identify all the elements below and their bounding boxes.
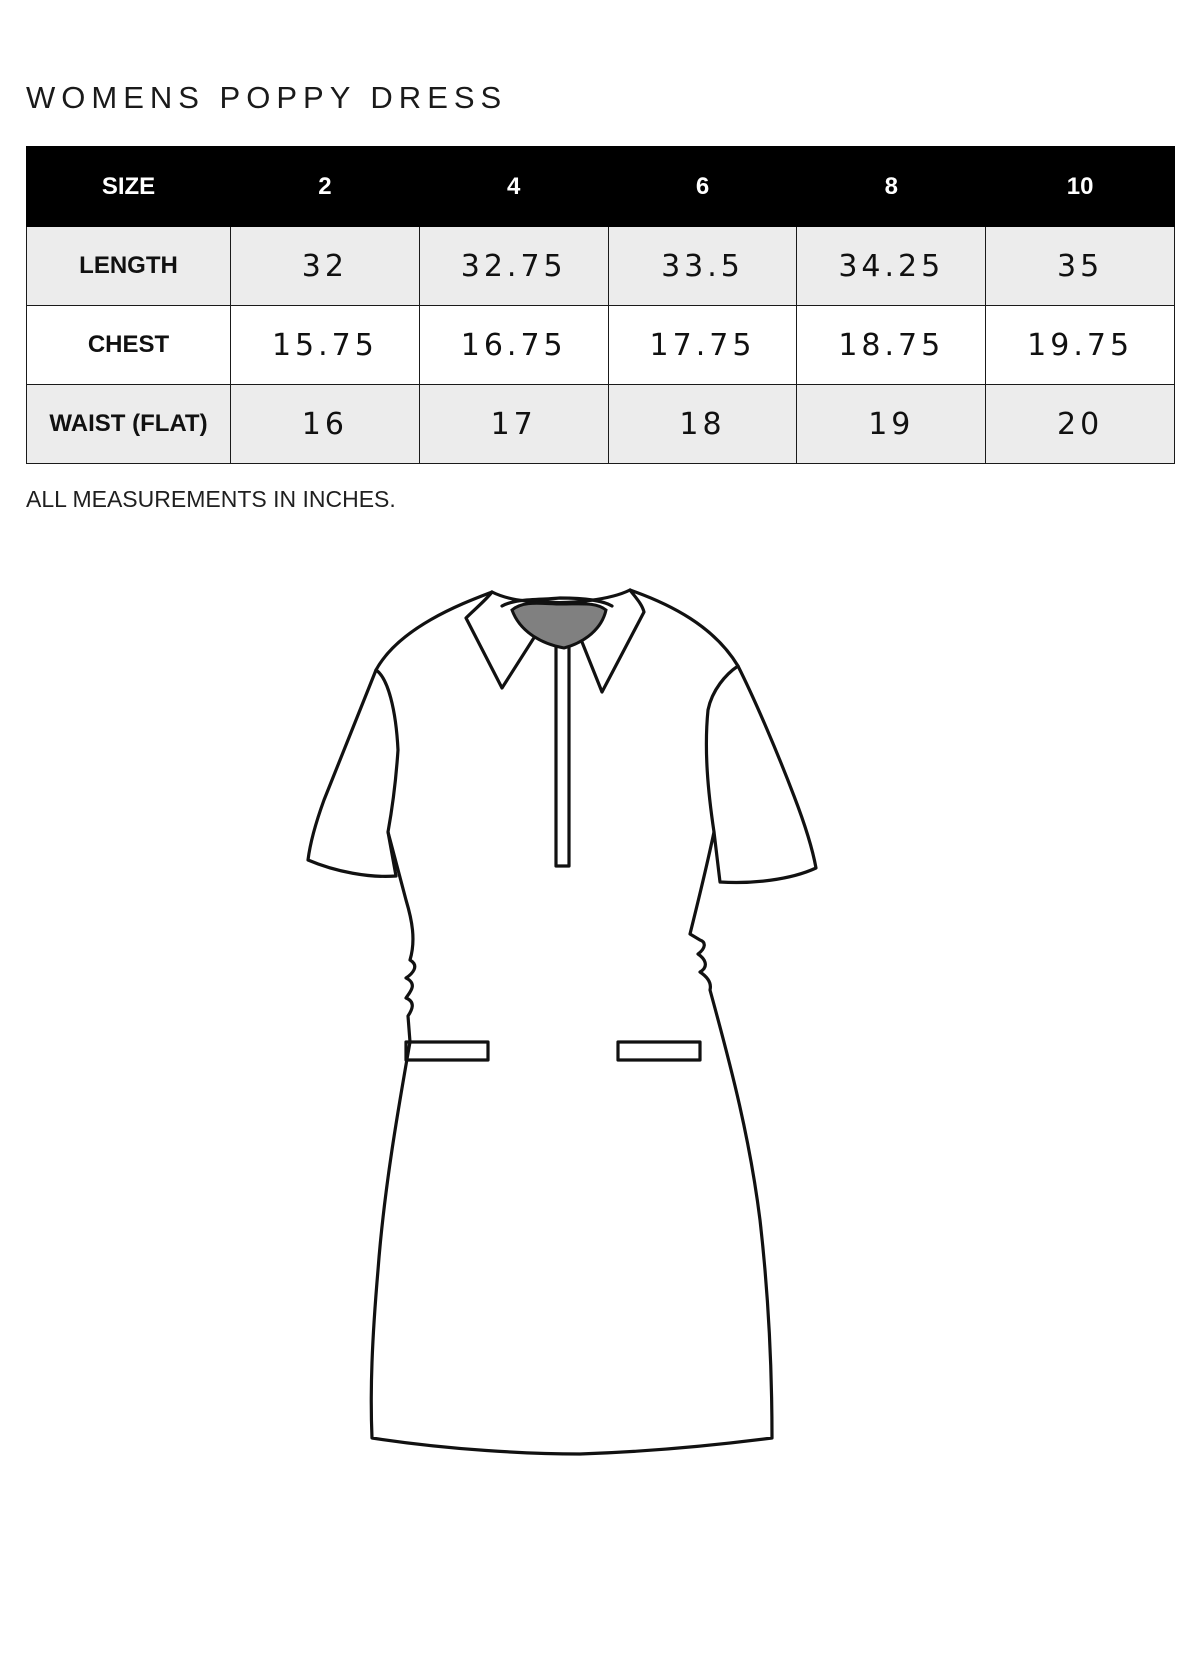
table-cell: 17.75: [608, 306, 797, 385]
table-row-waist: [27, 385, 1175, 464]
size-header-cell: 10: [986, 147, 1175, 227]
size-header-cell: 4: [419, 147, 608, 227]
size-header-cell: 6: [608, 147, 797, 227]
row-label: LENGTH: [27, 227, 231, 306]
table-cell: 32.75: [419, 227, 608, 306]
dress-outline: [371, 590, 772, 1454]
table-row-chest: [27, 306, 1175, 385]
size-header-cell: 2: [231, 147, 420, 227]
table-cell: 18: [608, 385, 797, 464]
size-header-cell: 8: [797, 147, 986, 227]
size-header-row: [27, 147, 1175, 227]
table-cell: 16: [231, 385, 420, 464]
right-sleeve: [714, 666, 816, 882]
row-label: CHEST: [27, 306, 231, 385]
left-pocket-flap: [406, 1042, 488, 1060]
table-cell: 35: [986, 227, 1175, 306]
right-pocket-flap: [618, 1042, 700, 1060]
table-cell: 19: [797, 385, 986, 464]
table-cell: 20: [986, 385, 1175, 464]
left-sleeve: [308, 670, 396, 876]
table-cell: 18.75: [797, 306, 986, 385]
zip-placket: [556, 620, 569, 866]
table-cell: 19.75: [986, 306, 1175, 385]
table-row-length: [27, 227, 1175, 306]
measurement-note: ALL MEASUREMENTS IN INCHES.: [26, 486, 396, 512]
table-cell: 33.5: [608, 227, 797, 306]
size-header-label: SIZE: [27, 147, 231, 227]
table-cell: 17: [419, 385, 608, 464]
table-cell: 32: [231, 227, 420, 306]
table-cell: 16.75: [419, 306, 608, 385]
page-title: WOMENS POPPY DRESS: [26, 80, 508, 115]
table-cell: 34.25: [797, 227, 986, 306]
neckline-inset: [512, 603, 606, 648]
row-label: WAIST (FLAT): [27, 385, 231, 464]
dress-flat-sketch-icon: [280, 570, 880, 1530]
table-cell: 15.75: [231, 306, 420, 385]
size-chart-table: [26, 146, 1175, 464]
